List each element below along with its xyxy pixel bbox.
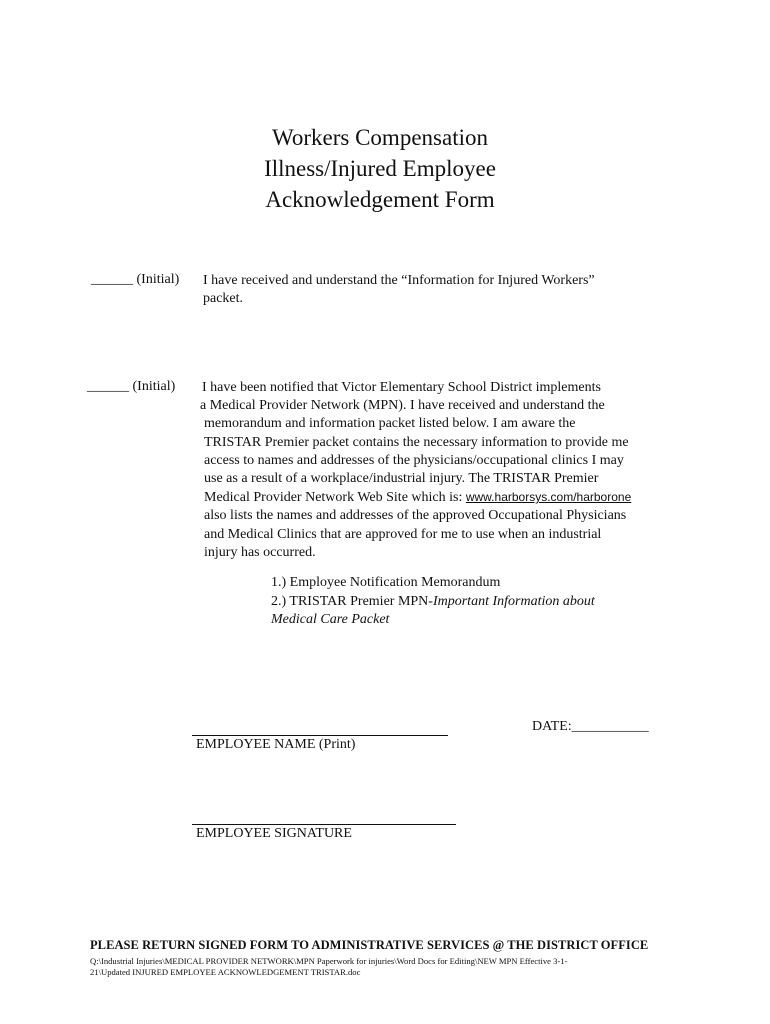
initial-field-1[interactable]: ______ (Initial)	[91, 272, 180, 287]
title-line-3: Acknowledgement Form	[265, 187, 495, 212]
file-path-line-2: 21\Updated INJURED EMPLOYEE ACKNOWLEDGEMENT TRISTAR.doc	[90, 967, 361, 977]
employee-name-line[interactable]	[192, 735, 448, 736]
item-2-italic-continued: Medical Care Packet	[271, 612, 390, 627]
acknowledgement-paragraph-2	[200, 379, 631, 562]
paragraph-line: injury has occurred.	[204, 544, 316, 560]
item-2-text: 2.) TRISTAR Premier MPN-	[271, 593, 433, 609]
employee-signature-label: EMPLOYEE SIGNATURE	[196, 826, 352, 841]
packet-list-item-1: 1.) Employee Notification Memorandum	[271, 575, 501, 590]
paragraph-line: access to names and addresses of the physicians/occupational clinics I may	[204, 452, 624, 468]
form-title	[230, 122, 530, 215]
paragraph-line-with-link	[204, 488, 631, 507]
paragraph-line: TRISTAR Premier packet contains the necessary information to provide me	[204, 434, 629, 450]
paragraph-line: packet.	[203, 291, 244, 307]
paragraph-line: I have been notified that Victor Elementary School District implements	[202, 380, 601, 395]
paragraph-line: also lists the names and addresses of the approved Occupational Physicians	[204, 508, 627, 524]
file-path-line-1: Q:\Industrial Injuries\MEDICAL PROVIDER NETWORK\MPN Paperwork for injuries\Word Docs for Editing\NEW MPN Effective 3-1-	[90, 956, 568, 966]
paragraph-line: memorandum and information packet listed below. I am aware the	[204, 416, 576, 432]
mpn-website-link[interactable]: www.harborsys.com/harborone	[465, 490, 632, 505]
title-line-2: Illness/Injured Employee	[264, 156, 496, 181]
packet-list-item-2-continued	[271, 611, 595, 630]
packet-list-item-2	[271, 593, 595, 612]
acknowledgement-paragraph-1	[203, 272, 595, 308]
title-line-1: Workers Compensation	[272, 125, 488, 150]
paragraph-line: use as a result of a workplace/industrial injury. The TRISTAR Premier	[204, 471, 599, 487]
item-2-italic-text: Important Information about	[432, 593, 595, 609]
paragraph-line: I have received and understand the “Information for Injured Workers”	[203, 273, 595, 288]
return-instructions: PLEASE RETURN SIGNED FORM TO ADMINISTRATIVE SERVICES @ THE DISTRICT OFFICE	[90, 938, 649, 952]
link-prefix: Medical Provider Network Web Site which is:	[204, 490, 466, 506]
employee-name-label: EMPLOYEE NAME (Print)	[196, 737, 356, 752]
paragraph-line: a Medical Provider Network (MPN). I have received and understand the	[200, 398, 605, 414]
employee-signature-line[interactable]	[192, 824, 456, 825]
file-path-footer	[90, 956, 567, 978]
packet-list	[271, 574, 595, 630]
date-field[interactable]: DATE:___________	[532, 719, 649, 734]
paragraph-line: and Medical Clinics that are approved for me to use when an industrial	[204, 526, 602, 542]
initial-field-2[interactable]: ______ (Initial)	[87, 379, 176, 394]
